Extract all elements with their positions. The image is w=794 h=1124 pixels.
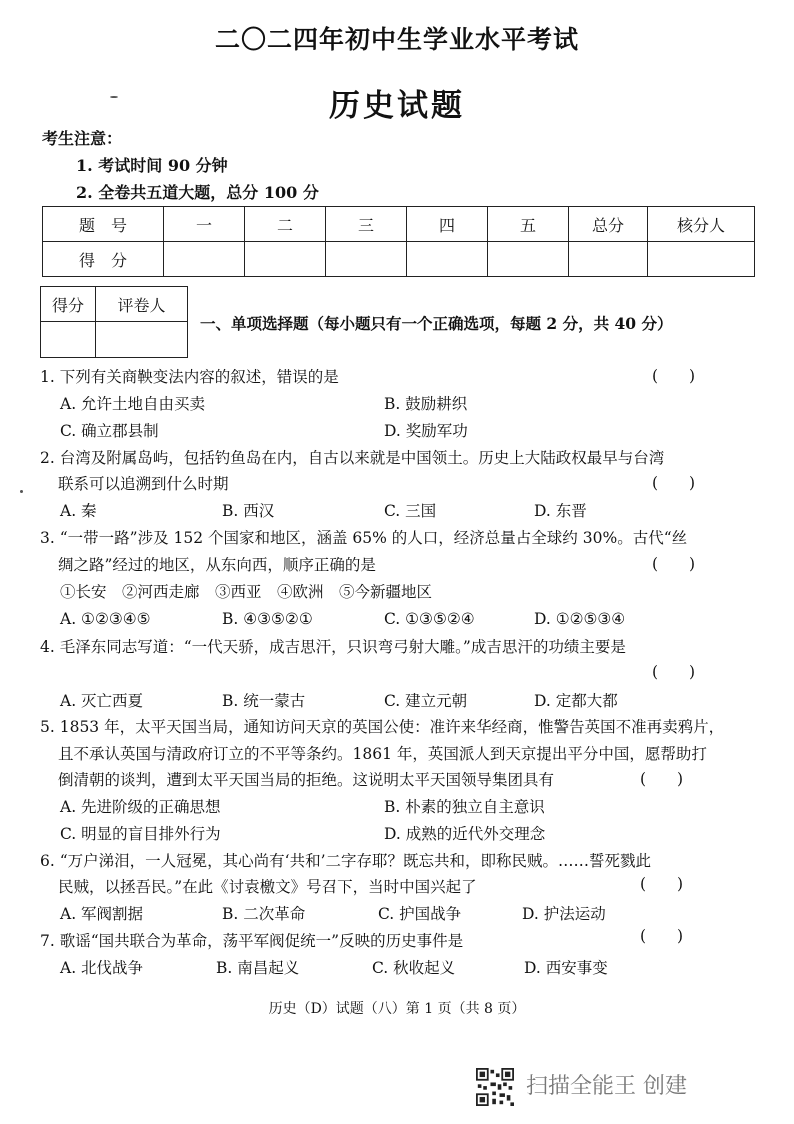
option: C. 秋收起义 xyxy=(372,959,456,977)
option: A. 军阀割据 xyxy=(60,905,144,923)
option: D. ①②⑤③④ xyxy=(534,610,626,628)
score-input-cell[interactable] xyxy=(164,242,245,277)
option: A. 秦 xyxy=(60,502,97,520)
question-text: 绸之路”经过的地区，从东向西，顺序正确的是 xyxy=(58,556,376,574)
notice-heading: 考生注意： xyxy=(42,129,123,148)
grader-score-header: 得分 xyxy=(41,287,96,322)
answer-blank[interactable]: ( ) xyxy=(640,770,684,788)
grader-table xyxy=(40,286,188,358)
answer-blank[interactable]: ( ) xyxy=(652,367,696,385)
option: A. 先进阶级的正确思想 xyxy=(60,798,221,816)
score-cell: 四 xyxy=(407,207,488,242)
question-text: 4. 毛泽东同志写道：“一代天骄，成吉思汗，只识弯弓射大雕。”成吉思汗的功绩主要是 xyxy=(40,638,626,656)
score-table-value-row xyxy=(43,242,755,277)
qr-code-icon xyxy=(476,1068,514,1106)
question-text: 且不承认英国与清政府订立的不平等条约。1861 年，英国派人到天京提出平分中国，愿帮助打 xyxy=(58,745,707,763)
score-cell: 三 xyxy=(326,207,407,242)
score-cell: 五 xyxy=(488,207,569,242)
question-text: 2. 台湾及附属岛屿，包括钓鱼岛在内，自古以来就是中国领土。历史上大陆政权最早与台湾 xyxy=(40,449,665,467)
notice-item: 1. 考试时间 90 分钟 xyxy=(76,156,228,175)
option: C. ①③⑤②④ xyxy=(384,610,475,628)
option: B. 鼓励耕织 xyxy=(384,395,468,413)
option: A. 灭亡西夏 xyxy=(60,692,144,710)
question-text: 民贼，以拯吾民。”在此《讨袁檄文》号召下，当时中国兴起了 xyxy=(58,878,477,896)
answer-blank[interactable]: ( ) xyxy=(652,663,696,681)
option: C. 确立郡县制 xyxy=(60,422,159,440)
answer-blank[interactable]: ( ) xyxy=(640,875,684,893)
score-table xyxy=(42,206,755,277)
option: A. ①②③④⑤ xyxy=(60,610,151,628)
option: B. 南昌起义 xyxy=(216,959,300,977)
option: A. 北伐战争 xyxy=(60,959,144,977)
question-text: 1. 下列有关商鞅变法内容的叙述，错误的是 xyxy=(40,368,339,386)
option: B. ④③⑤②① xyxy=(222,610,313,628)
option: D. 护法运动 xyxy=(522,905,606,923)
section-title: 一、单项选择题（每小题只有一个正确选项，每题 2 分，共 40 分） xyxy=(200,314,673,333)
notice-item: 2. 全卷共五道大题，总分 100 分 xyxy=(76,183,319,202)
score-cell-label: 得 分 xyxy=(43,242,164,277)
exam-title: 二〇二四年初中生学业水平考试 xyxy=(214,25,579,54)
question-sub-items: ①长安 ②河西走廊 ③西亚 ④欧洲 ⑤今新疆地区 xyxy=(60,583,433,601)
option: D. 奖励军功 xyxy=(384,422,468,440)
option: D. 东晋 xyxy=(534,502,587,520)
score-cell: 二 xyxy=(245,207,326,242)
scanner-watermark: 扫描全能王 创建 xyxy=(526,1074,687,1099)
answer-blank[interactable]: ( ) xyxy=(640,927,684,945)
option: D. 定都大都 xyxy=(534,692,618,710)
grader-score-cell[interactable] xyxy=(41,322,96,358)
option: D. 西安事变 xyxy=(524,959,608,977)
option: B. 朴素的独立自主意识 xyxy=(384,798,545,816)
score-input-cell[interactable] xyxy=(407,242,488,277)
score-input-cell[interactable] xyxy=(326,242,407,277)
question-text: 6. “万户涕泪，一人冠冕，其心尚有‘共和’二字存耶？既忘共和，即称民贼。……誓死戮此 xyxy=(40,852,651,870)
question-text: 倒清朝的谈判，遭到太平天国当局的拒绝。这说明太平天国领导集团具有 xyxy=(58,771,555,789)
question-text: 3. “一带一路”涉及 152 个国家和地区，涵盖 65% 的人口，经济总量占全球约 30%。古代“丝 xyxy=(40,529,688,547)
option: B. 二次革命 xyxy=(222,905,306,923)
subject-title: 历史试题 xyxy=(329,88,465,124)
score-cell: 总分 xyxy=(569,207,648,242)
question-text: 7. 歌谣“国共联合为革命，荡平军阀促统一”反映的历史事件是 xyxy=(40,932,464,950)
score-cell: 核分人 xyxy=(648,207,755,242)
option: A. 允许土地自由买卖 xyxy=(60,395,206,413)
score-table-header-row xyxy=(43,207,755,242)
score-input-cell[interactable] xyxy=(648,242,755,277)
question-text: 5. 1853 年，太平天国当局，通知访问天京的英国公使：准许来华经商，惟警告英国不准再卖鸦片， xyxy=(40,718,725,736)
score-input-cell[interactable] xyxy=(569,242,648,277)
grader-name-header: 评卷人 xyxy=(96,287,188,322)
scan-speck xyxy=(20,490,23,493)
question-text: 联系可以追溯到什么时期 xyxy=(58,475,229,493)
answer-blank[interactable]: ( ) xyxy=(652,555,696,573)
scan-speck xyxy=(110,96,118,98)
option: C. 明显的盲目排外行为 xyxy=(60,825,221,843)
answer-blank[interactable]: ( ) xyxy=(652,474,696,492)
score-cell: 一 xyxy=(164,207,245,242)
score-input-cell[interactable] xyxy=(245,242,326,277)
option: D. 成熟的近代外交理念 xyxy=(384,825,546,843)
option: C. 建立元朝 xyxy=(384,692,468,710)
grader-name-cell[interactable] xyxy=(96,322,188,358)
score-input-cell[interactable] xyxy=(488,242,569,277)
option: C. 三国 xyxy=(384,502,437,520)
score-cell-label: 题 号 xyxy=(43,207,164,242)
option: B. 西汉 xyxy=(222,502,275,520)
page-footer: 历史（D）试题（八）第 1 页（共 8 页） xyxy=(268,1001,526,1017)
option: B. 统一蒙古 xyxy=(222,692,306,710)
option: C. 护国战争 xyxy=(378,905,462,923)
